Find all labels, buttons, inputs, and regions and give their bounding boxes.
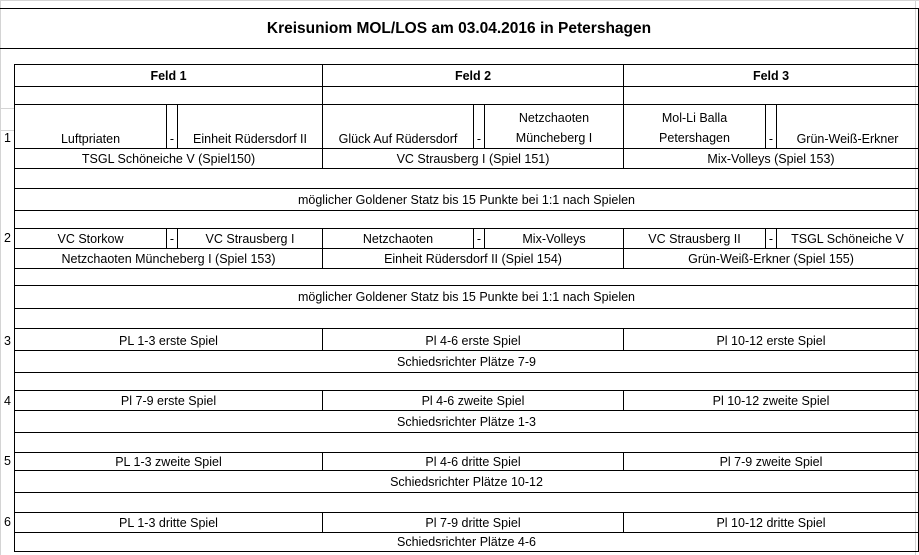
match-dash: - <box>476 231 482 246</box>
placement-game: Pl 7-9 zweite Spiel <box>719 454 823 469</box>
match-dash: - <box>476 132 482 146</box>
round-number: 2 <box>4 231 11 245</box>
border <box>14 268 919 269</box>
golden-set-note: möglicher Goldener Statz bis 15 Punkte bei 1:1 nach Spielen <box>297 290 635 304</box>
placement-game: PL 1-3 erste Spiel <box>119 334 218 348</box>
referee-cell: Netzchaoten Müncheberg I (Spiel 153) <box>61 251 276 266</box>
referee-cell: Mix-Volleys (Spiel 153) <box>707 151 835 166</box>
golden-set-note: möglicher Goldener Statz bis 15 Punkte bei 1:1 nach Spielen <box>297 192 635 207</box>
border <box>14 492 919 493</box>
placement-game: Pl 10-12 zweite Spiel <box>712 393 830 408</box>
round-number: 6 <box>4 515 11 529</box>
match-team: Glück Auf Rüdersdorf <box>338 132 458 146</box>
match-team: Einheit Rüdersdorf II <box>193 132 307 146</box>
match-team: VC Strausberg I <box>205 231 295 246</box>
border <box>0 48 919 49</box>
team-name-line: Netzchaoten <box>518 110 590 125</box>
border <box>14 432 919 433</box>
match-team: Netzchaoten <box>362 231 434 246</box>
match-team: TSGL Schöneiche V <box>791 231 904 246</box>
placement-game: Pl 7-9 erste Spiel <box>120 393 217 408</box>
placement-game: Pl 4-6 erste Spiel <box>425 334 521 348</box>
match-team: VC Strausberg II <box>648 231 741 246</box>
referee-assignment: Schiedsrichter Plätze 4-6 <box>397 535 536 549</box>
referee-assignment: Schiedsrichter Plätze 7-9 <box>397 354 536 369</box>
match-team: Grün-Weiß-Erkner <box>796 132 899 146</box>
placement-game: Pl 4-6 dritte Spiel <box>425 454 521 469</box>
page-title: Kreisuniom MOL/LOS am 03.04.2016 in Petershagen <box>266 19 652 37</box>
border <box>14 308 919 309</box>
referee-assignment: Schiedsrichter Plätze 10-12 <box>390 474 543 489</box>
match-dash: - <box>768 231 774 246</box>
placement-game: PL 1-3 dritte Spiel <box>119 515 218 530</box>
field-header-1: Feld 1 <box>150 68 187 83</box>
referee-cell: VC Strausberg I (Spiel 151) <box>396 151 550 166</box>
placement-game: Pl 7-9 dritte Spiel <box>425 515 521 530</box>
border <box>14 210 919 211</box>
gridline <box>0 0 919 1</box>
round-number: 4 <box>4 394 11 408</box>
placement-game: Pl 4-6 zweite Spiel <box>421 393 525 408</box>
round-number: 5 <box>4 454 11 468</box>
team-name-line: Petershagen <box>659 130 730 145</box>
gridline <box>0 0 1 555</box>
match-team <box>485 107 623 148</box>
match-dash: - <box>169 132 175 146</box>
team-name-line: Mol-Li Balla <box>661 110 728 125</box>
round-number: 3 <box>4 334 11 348</box>
match-team: Luftpriaten <box>60 132 121 146</box>
gridline <box>0 108 14 109</box>
referee-assignment: Schiedsrichter Plätze 1-3 <box>397 414 536 429</box>
match-dash: - <box>169 231 175 246</box>
round-number: 1 <box>4 131 11 145</box>
border <box>14 551 919 552</box>
match-dash: - <box>768 132 774 146</box>
referee-cell: Einheit Rüdersdorf II (Spiel 154) <box>384 251 562 266</box>
field-header-3: Feld 3 <box>752 68 790 83</box>
match-team <box>624 107 765 148</box>
placement-game: Pl 10-12 dritte Spiel <box>716 515 826 530</box>
border <box>14 372 919 373</box>
team-name-line: Müncheberg I <box>515 130 593 145</box>
border <box>14 168 919 169</box>
border <box>14 86 919 87</box>
border <box>14 328 919 329</box>
match-team: Mix-Volleys <box>522 231 586 246</box>
referee-cell: Grün-Weiß-Erkner (Spiel 155) <box>688 251 854 266</box>
referee-cell: TSGL Schöneiche V (Spiel150) <box>81 151 256 166</box>
field-header-2: Feld 2 <box>454 68 492 83</box>
placement-game: PL 1-3 zweite Spiel <box>115 454 222 469</box>
match-team: VC Storkow <box>57 231 124 246</box>
placement-game: Pl 10-12 erste Spiel <box>716 334 826 348</box>
